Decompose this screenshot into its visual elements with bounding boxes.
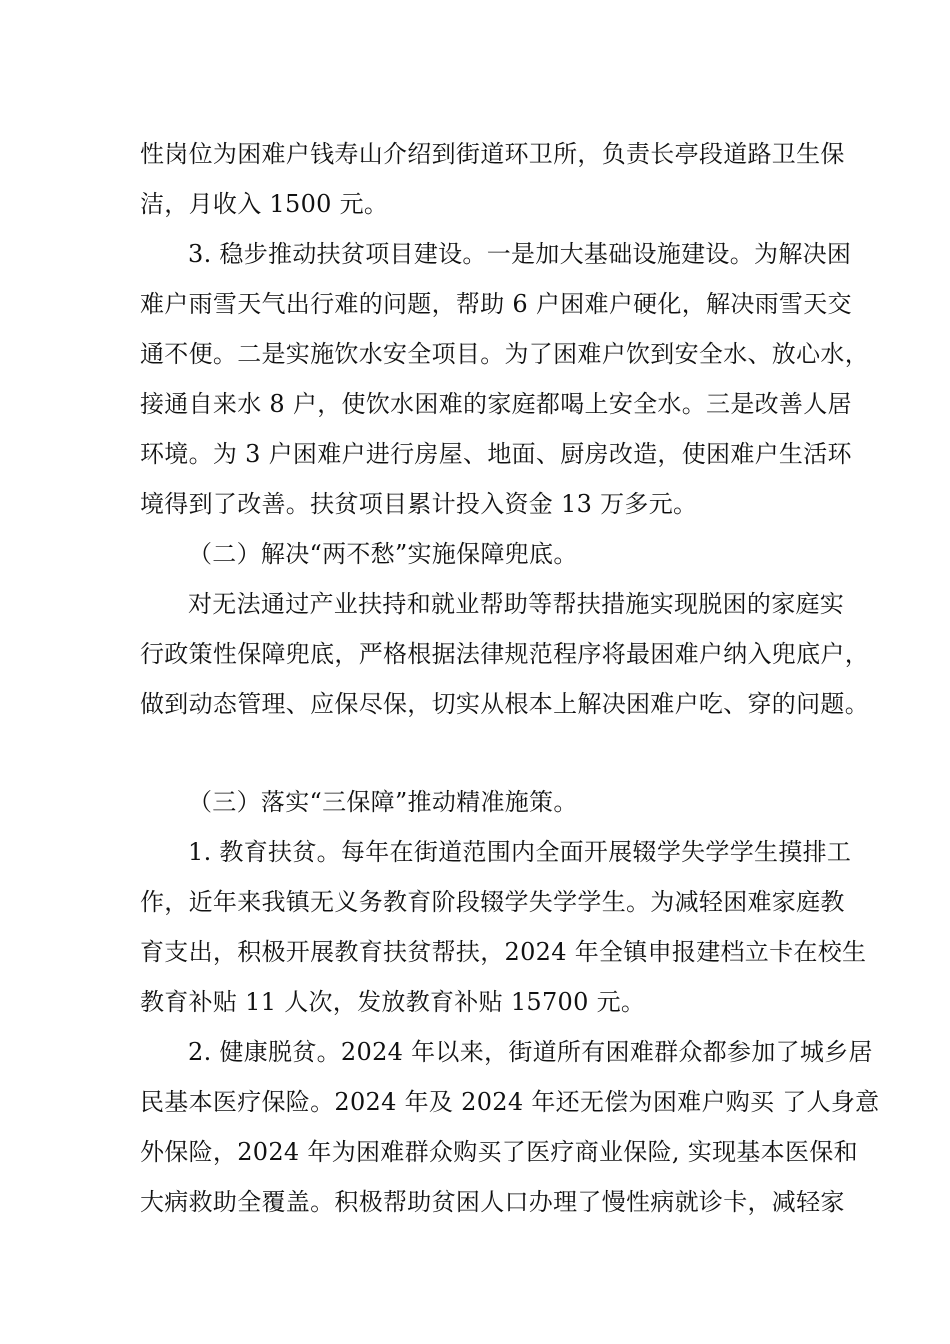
text-line: 教育补贴 11 人次，发放教育补贴 15700 元。 xyxy=(140,988,646,1016)
paragraph-start-line: 1. 教育扶贫。每年在街道范围内全面开展辍学失学学生摸排工 xyxy=(188,838,852,866)
paragraph-start-line: 3. 稳步推动扶贫项目建设。一是加大基础设施建设。为解决困 xyxy=(188,240,852,268)
text-line: 洁，月收入 1500 元。 xyxy=(140,190,389,218)
text-line: 境得到了改善。扶贫项目累计投入资金 13 万多元。 xyxy=(140,490,698,518)
section-heading: （三）落实“三保障”推动精准施策。 xyxy=(188,788,578,816)
text-line: 做到动态管理、应保尽保，切实从根本上解决困难户吃、穿的问题。 xyxy=(140,690,869,718)
text-line: 作，近年来我镇无义务教育阶段辍学失学学生。为减轻困难家庭教 xyxy=(140,888,845,916)
text-line: 性岗位为困难户钱寿山介绍到街道环卫所，负责长亭段道路卫生保 xyxy=(140,140,845,168)
text-line: 行政策性保障兜底，严格根据法律规范程序将最困难户纳入兜底户， xyxy=(140,640,869,668)
text-line: 民基本医疗保险。2024 年及 2024 年还无偿为困难户购买 了人身意 xyxy=(140,1088,880,1116)
paragraph-start-line: 2. 健康脱贫。2024 年以来，街道所有困难群众都参加了城乡居 xyxy=(188,1038,873,1066)
paragraph-start-line: 对无法通过产业扶持和就业帮助等帮扶措施实现脱困的家庭实 xyxy=(188,590,845,618)
text-line: 环境。为 3 户困难户进行房屋、地面、厨房改造，使困难户生活环 xyxy=(140,440,852,468)
section-heading: （二）解决“两不愁”实施保障兜底。 xyxy=(188,540,578,568)
text-line: 大病救助全覆盖。积极帮助贫困人口办理了慢性病就诊卡，减轻家 xyxy=(140,1188,845,1216)
text-line: 外保险，2024 年为困难群众购买了医疗商业保险, 实现基本医保和 xyxy=(140,1138,858,1166)
text-line: 育支出，积极开展教育扶贫帮扶，2024 年全镇申报建档立卡在校生 xyxy=(140,938,867,966)
text-line: 难户雨雪天气出行难的问题，帮助 6 户困难户硬化，解决雨雪天交 xyxy=(140,290,852,318)
text-line: 通不便。二是实施饮水安全项目。为了困难户饮到安全水、放心水， xyxy=(140,340,869,368)
text-line: 接通自来水 8 户，使饮水困难的家庭都喝上安全水。三是改善人居 xyxy=(140,390,852,418)
